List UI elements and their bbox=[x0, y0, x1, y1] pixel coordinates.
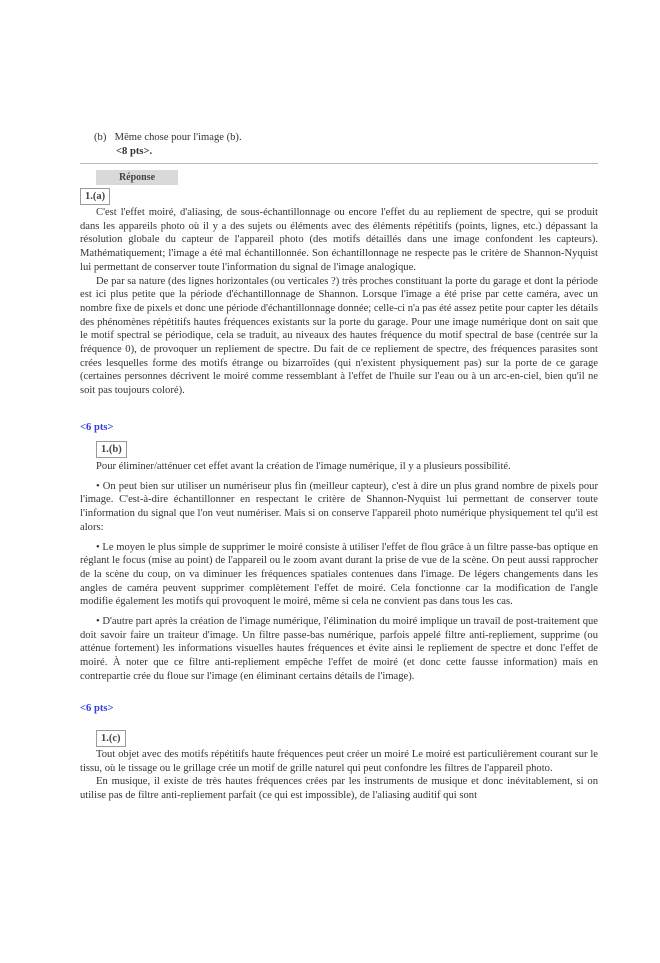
points-1b: <6 pts> bbox=[80, 703, 114, 714]
answer-1b bbox=[80, 460, 598, 684]
paragraph: • On peut bien sur utiliser un numériseur plus fin (meilleur capteur), c'est à dire un plus grand nombre de pixels pour l'image. C'est-à-dire échantillonner en respectant le critère de Shannon-Nyquist lui permettant de conserver toute l'information du signal que l'on veut numériser. Mais si on conserve l'appareil photo numérique physiquement tel qu'il est alors: bbox=[80, 480, 598, 533]
paragraph: • D'autre part après la création de l'image numérique, l'élimination du moiré implique un travail de post-traitement que doit savoir faire un traiteur d'image. Un filtre passe-bas numérique, parfois appelé filtre anti-repliement, supprime (ou atténue fortement) les informations visuelles hautes fréquences et évite ainsi le repliement de spectre et donc l'effet de moiré. À noter que ce filtre anti-repliement empêche l'effet de moiré (et donc cette fausse information) mais en contrepartie crée du floue sur l'image (en éliminant certains détails de l'image). bbox=[80, 616, 598, 682]
section-label-1c: 1.(c) bbox=[96, 730, 126, 747]
points-1a: <6 pts> bbox=[80, 422, 114, 433]
section-label-1b: 1.(b) bbox=[96, 441, 127, 458]
section-divider bbox=[80, 163, 598, 164]
paragraph: Pour éliminer/atténuer cet effet avant la création de l'image numérique, il y a plusieurs possibilité. bbox=[96, 461, 511, 472]
question-b bbox=[94, 131, 574, 157]
section-label-1a: 1.(a) bbox=[80, 188, 110, 205]
paragraph: De par sa nature (des lignes horizontales (ou verticales ?) très proches constituant la porte du garage et dont la période est ici plus petite que la période d'échantillonnage de Shannon. Lorsque l'image a été prise par cette caméra, avec un nombre fixe de pixels et donc une période d'échantillonnage donnée; celle-ci n'a pas été assez petite pour capter les détails des phénomènes répétitifs hautes fréquences existants sur la porte du garage. Pour une image numérique dont on sait que le motif spectral se périodique, cela se traduit, au niveaux des hautes fréquence du motif spectral de base (centrée sur la fréquence 0), de provoquer un repliement de spectre. Du fait de ce repliement de spectre, des fréquences parasites sont crées lesquelles forme des motifs étrange ou bizarroïdes (qui n'existent physiquement pas) sur la porte de ce garage (certaines personnes décrivent le moiré comme ressemblant à l'effet de l'huile sur l'eau ou à un arc-en-ciel, bien qu'il ne soit pas toujours coloré). bbox=[80, 275, 598, 397]
reponse-heading: Réponse bbox=[96, 170, 178, 185]
paragraph: Tout objet avec des motifs répétitifs haute fréquences peut créer un moiré Le moiré est particulièrement courant sur le tissu, où le tissage ou le grillage crée un motif de grille naturel qui peut confondre les filtres de l'appareil photo. bbox=[80, 749, 598, 774]
paragraph: • Le moyen le plus simple de supprimer le moiré consiste à utiliser l'effet de flou grâce à un filtre passe-bas optique en réglant le focus (mise au point) de l'appareil ou le zoom avant durant la prise de vue de la scène. On peut aussi rapprocher de la scène du coup, on va diminuer les fréquences spatiales contenues dans l'image. De légers changements dans les angles de caméra peuvent supprimer complètement l'effet de moiré. Cela fonctionne car la modification de l'angle modifie également les motifs qui provoquent le moiré, même si cela ne convient pas dans tous les cas. bbox=[80, 541, 598, 608]
paragraph: En musique, il existe de très hautes fréquences crées par les instruments de musique et donc inévitablement, si on utilise pas de filtre anti-repliement parfait (ce qui est impossible), de l'aliasing auditif qui sont bbox=[80, 776, 598, 802]
answer-1a bbox=[80, 206, 598, 398]
question-points: <8 pts>. bbox=[116, 145, 153, 157]
question-text: Même chose pour l'image (b). bbox=[114, 132, 242, 143]
paragraph: C'est l'effet moiré, d'aliasing, de sous-échantillonnage ou encore l'effet du au repliement de spectre, qui se produit dans les appareils photo où il y a des sujets ou éléments avec des éléments répétitifs (points, lignes, etc.) dépassant la résolution globale du capteur de l'appareil photo (des motifs détaillés dans une image confondent les capteurs). Mathématiquement; l'image a été mal échantillonnée. Son échantillonnage ne respecte pas le critère de Shannon-Nyquist lui permettant de conserver toute l'information du signal de l'image analogique. bbox=[80, 207, 598, 273]
question-label: (b) bbox=[94, 132, 107, 143]
answer-1c bbox=[80, 748, 598, 803]
